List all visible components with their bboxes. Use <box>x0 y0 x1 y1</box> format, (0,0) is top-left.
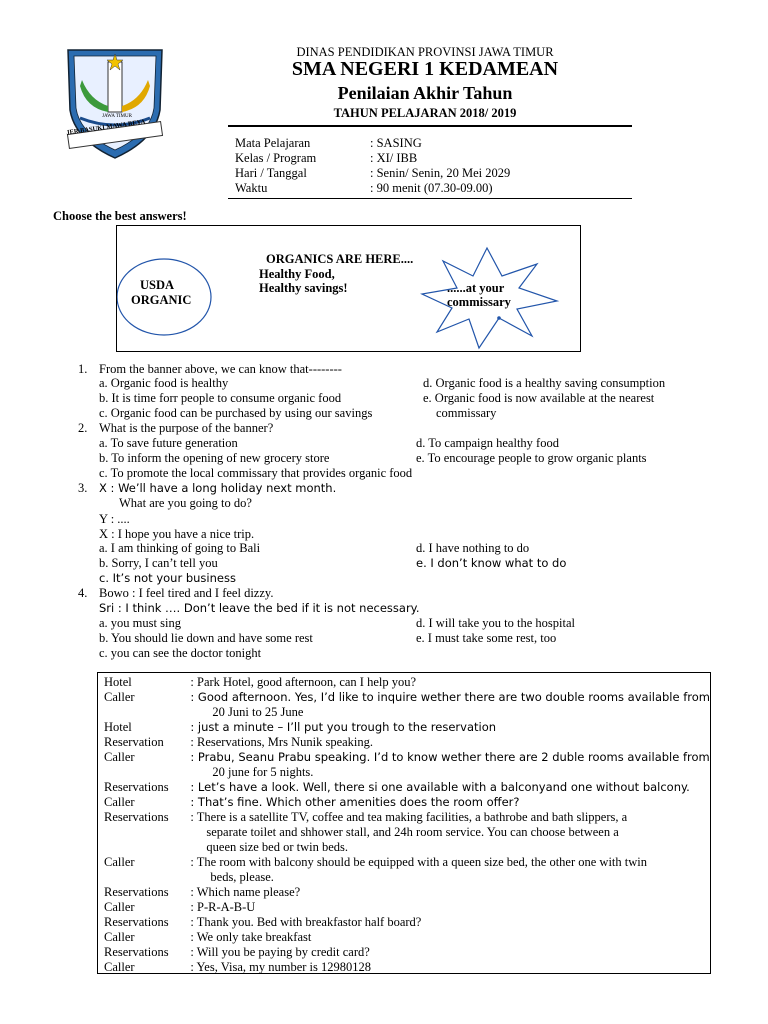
speech: : Reservations, Mrs Nunik speaking. <box>190 735 374 749</box>
option-d[interactable]: d. Organic food is a healthy saving consumption <box>423 376 666 390</box>
speech: : Will you be paying by credit card? <box>190 945 370 959</box>
banner-title: ORGANICS ARE HERE.... <box>266 252 414 266</box>
question-number: 3. <box>78 481 88 495</box>
speaker: Caller <box>104 930 135 944</box>
dialog-line: What are you going to do? <box>119 496 252 510</box>
option-c[interactable]: c. Organic food can be purchased by using our savings <box>99 406 373 420</box>
info-label: Hari / Tanggal <box>235 166 307 180</box>
speech: : There is a satellite TV, coffee and tea making facilities, a bathrobe and bath slippers, a <box>190 810 628 824</box>
dialog-row <box>104 900 710 915</box>
speaker: Caller <box>104 900 135 914</box>
dialog-row <box>104 855 710 870</box>
dialog-line: X : I hope you have a nice trip. <box>99 527 255 541</box>
year-title: TAHUN PELAJARAN 2018/ 2019 <box>333 106 517 120</box>
hotel-dialog-box <box>97 672 711 974</box>
info-value: : SASING <box>370 136 422 150</box>
option-a[interactable]: a. Organic food is healthy <box>99 376 229 390</box>
speech: : just a minute – I’ll put you trough to the reservation <box>190 720 497 734</box>
instruction: Choose the best answers! <box>53 209 187 223</box>
speaker: Reservations <box>104 780 169 794</box>
speaker: Reservations <box>104 915 169 929</box>
speaker: Reservations <box>104 885 169 899</box>
organic-banner <box>116 225 581 352</box>
speaker: Reservations <box>104 945 169 959</box>
dialog-line: Y : .... <box>99 512 130 526</box>
dialog-row <box>104 945 710 960</box>
dialog-row <box>104 870 710 885</box>
option-c[interactable]: c. you can see the doctor tonight <box>99 646 262 660</box>
speaker: Reservations <box>104 810 169 824</box>
banner-line: Healthy Food, <box>259 267 335 281</box>
option-b[interactable]: b. Sorry, I can’t tell you <box>99 556 218 570</box>
speech-cont: 20 june for 5 nights. <box>212 765 314 779</box>
dialog-row <box>104 915 710 930</box>
dialog-row <box>104 720 710 735</box>
option-e[interactable]: e. To encourage people to grow organic plants <box>416 451 647 465</box>
dialog-row <box>104 840 710 855</box>
speech-cont: queen size bed or twin beds. <box>206 840 349 854</box>
logo-region: JAWA TIMUR <box>102 114 132 119</box>
star-text: commissary <box>447 295 511 309</box>
dialog-row <box>104 885 710 900</box>
speaker: Caller <box>104 750 135 764</box>
option-e-cont: commissary <box>436 406 497 420</box>
question-number: 1. <box>78 362 88 376</box>
dialog-row <box>104 825 710 840</box>
option-b[interactable]: b. You should lie down and have some rest <box>99 631 313 645</box>
option-a[interactable]: a. To save future generation <box>99 436 238 450</box>
speech: : The room with balcony should be equipped with a queen size bed, the other one with twin <box>190 855 648 869</box>
info-label: Waktu <box>235 181 268 195</box>
dialog-line: X : We’ll have a long holiday next month. <box>99 481 337 495</box>
dialog-row <box>104 735 710 750</box>
option-c[interactable]: c. To promote the local commissary that provides organic food <box>99 466 413 480</box>
info-value: : XI/ IBB <box>370 151 418 165</box>
dialog-row <box>104 780 710 795</box>
dialog-row <box>104 960 710 974</box>
info-label: Kelas / Program <box>235 151 317 165</box>
dialog-row <box>104 750 710 765</box>
speech-cont: separate toilet and shhower stall, and 24h room service. You can choose between a <box>206 825 619 839</box>
dialog-line: Bowo : I feel tired and I feel dizzy. <box>99 586 274 600</box>
dialog-row <box>104 810 710 825</box>
option-d[interactable]: d. I have nothing to do <box>416 541 530 555</box>
option-e[interactable]: e. Organic food is now available at the nearest <box>423 391 655 405</box>
speaker: Caller <box>104 960 135 974</box>
dialog-line: Sri : I think …. Don’t leave the bed if it is not necessary. <box>99 601 420 615</box>
dialog-row <box>104 690 710 705</box>
info-label: Mata Pelajaran <box>235 136 311 150</box>
speech: : Yes, Visa, my number is 12980128 <box>190 960 372 974</box>
info-value: : 90 menit (07.30-09.00) <box>370 181 493 195</box>
banner-line: Healthy savings! <box>259 281 348 295</box>
speaker: Hotel <box>104 720 132 734</box>
star-text: ......at your <box>447 281 505 295</box>
option-a[interactable]: a. I am thinking of going to Bali <box>99 541 261 555</box>
organic-label: ORGANIC <box>131 293 192 307</box>
info-value: : Senin/ Senin, 20 Mei 2029 <box>370 166 511 180</box>
exam-title: Penilaian Akhir Tahun <box>337 83 513 103</box>
option-c[interactable]: c. It’s not your business <box>99 571 236 585</box>
speech: : That’s fine. Which other amenities does the room offer? <box>190 795 520 809</box>
speech: : P-R-A-B-U <box>190 900 256 914</box>
option-d[interactable]: d. I will take you to the hospital <box>416 616 576 630</box>
speech: : We only take breakfast <box>190 930 312 944</box>
speech: : Prabu, Seanu Prabu speaking. I’d to know wether there are 2 duble rooms available from <box>190 750 710 764</box>
usda-label: USDA <box>140 278 175 292</box>
school-logo <box>60 40 170 160</box>
speech: : Thank you. Bed with breakfastor half board? <box>190 915 422 929</box>
option-b[interactable]: b. To inform the opening of new grocery store <box>99 451 330 465</box>
speech-cont: 20 Juni to 25 June <box>212 705 304 719</box>
speaker: Caller <box>104 690 135 704</box>
speaker: Hotel <box>104 675 132 689</box>
logo-motto: JER BASUKI MAWA BEYA <box>65 118 146 137</box>
option-e[interactable]: e. I don’t know what to do <box>416 556 567 570</box>
speech: : Good afternoon. Yes, I’d like to inquire wether there are two double rooms available from <box>190 690 710 704</box>
speech: : Let’s have a look. Well, there si one available with a balconyand one without balcony. <box>190 780 690 794</box>
speaker: Caller <box>104 855 135 869</box>
dialog-row <box>104 930 710 945</box>
option-d[interactable]: d. To campaign healthy food <box>416 436 559 450</box>
question-stem: What is the purpose of the banner? <box>99 421 274 435</box>
dialog-row <box>104 765 710 780</box>
info-divider <box>228 198 632 199</box>
option-e[interactable]: e. I must take some rest, too <box>416 631 557 645</box>
speech: : Which name please? <box>190 885 301 899</box>
question-stem: From the banner above, we can know that-------- <box>99 362 342 376</box>
header-divider <box>228 125 632 127</box>
dialog-row <box>104 705 710 720</box>
school-title: SMA NEGERI 1 KEDAMEAN <box>291 58 559 80</box>
dialog-row <box>104 795 710 810</box>
speaker: Reservation <box>104 735 164 749</box>
dialog-row <box>104 675 710 690</box>
question-number: 4. <box>78 586 88 600</box>
speaker: Caller <box>104 795 135 809</box>
agency-title: DINAS PENDIDIKAN PROVINSI JAWA TIMUR <box>296 45 554 59</box>
question-number: 2. <box>78 421 88 435</box>
option-a[interactable]: a. you must sing <box>99 616 181 630</box>
speech: : Park Hotel, good afternoon, can I help you? <box>190 675 417 689</box>
option-b[interactable]: b. It is time forr people to consume organic food <box>99 391 342 405</box>
speech-cont: beds, please. <box>210 870 274 884</box>
